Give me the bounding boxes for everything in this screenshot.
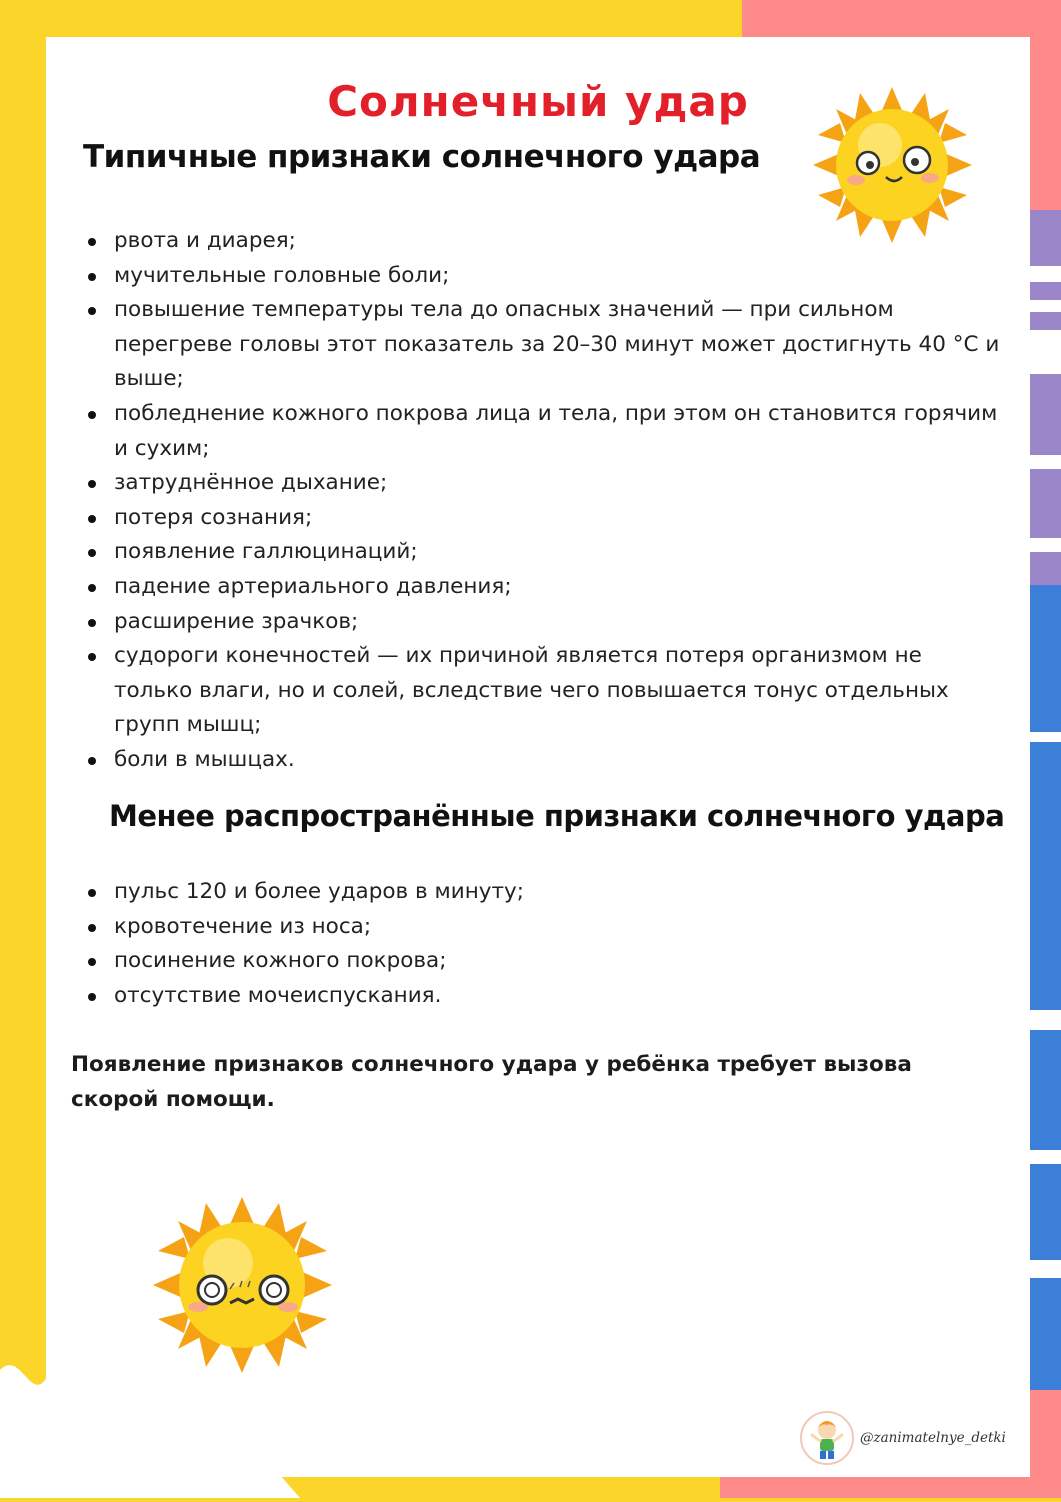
list-item: падение артериального давления; (76, 570, 1006, 605)
white-band (1030, 455, 1061, 469)
white-band (1030, 300, 1061, 312)
page-title: Солнечный удар (327, 77, 749, 126)
list-item: повышение температуры тела до опасных значений — при сильном перегреве головы этот показатель за 20–30 минут может достигнуть 40 °С и выше; (76, 293, 1006, 397)
list-item: побледнение кожного покрова лица и тела, при этом он становится горячим и сухим; (76, 397, 1006, 466)
white-band (1030, 330, 1061, 374)
less-common-signs-list (76, 875, 1006, 1013)
list-item: отсутствие мочеиспускания. (76, 979, 1006, 1014)
typical-signs-list (76, 224, 1006, 778)
list-item: пульс 120 и более ударов в минуту; (76, 875, 1006, 910)
white-band (1030, 266, 1061, 282)
list-item: судороги конечностей — их причиной является потеря организмом не только влаги, но и солей, вследствие чего повышается тонус отдельных групп мышц; (76, 639, 1006, 743)
boy-logo-icon (800, 1411, 854, 1465)
list-item: кровотечение из носа; (76, 910, 1006, 945)
white-band (1030, 732, 1061, 742)
white-band (1030, 1150, 1061, 1164)
scared-sun-icon (150, 1195, 335, 1375)
list-item: потеря сознания; (76, 501, 1006, 536)
pink-block (742, 0, 1061, 37)
list-item: мучительные головные боли; (76, 259, 1006, 294)
warning-note: Появление признаков солнечного удара у ребёнка требует вызова скорой помощи. (71, 1052, 912, 1112)
author-handle: @zanimatelnye_detki (860, 1430, 1006, 1446)
list-item: рвота и диарея; (76, 224, 1006, 259)
pink-bottom (720, 1477, 1061, 1498)
pink-stripe (1030, 0, 1061, 210)
section-heading-less-common: Менее распространённые признаки солнечного удара (109, 799, 1005, 833)
white-band (1030, 1260, 1061, 1278)
list-item: посинение кожного покрова; (76, 944, 1006, 979)
list-item: боли в мышцах. (76, 743, 1006, 778)
list-item: расширение зрачков; (76, 605, 1006, 640)
list-item: появление галлюцинаций; (76, 535, 1006, 570)
white-band (1030, 538, 1061, 552)
white-band (1030, 1010, 1061, 1030)
author-badge (800, 1409, 1015, 1467)
smiling-sun-icon (810, 85, 975, 245)
list-item: затруднённое дыхание; (76, 466, 1006, 501)
section-heading-typical: Типичные признаки солнечного удара (83, 139, 761, 175)
